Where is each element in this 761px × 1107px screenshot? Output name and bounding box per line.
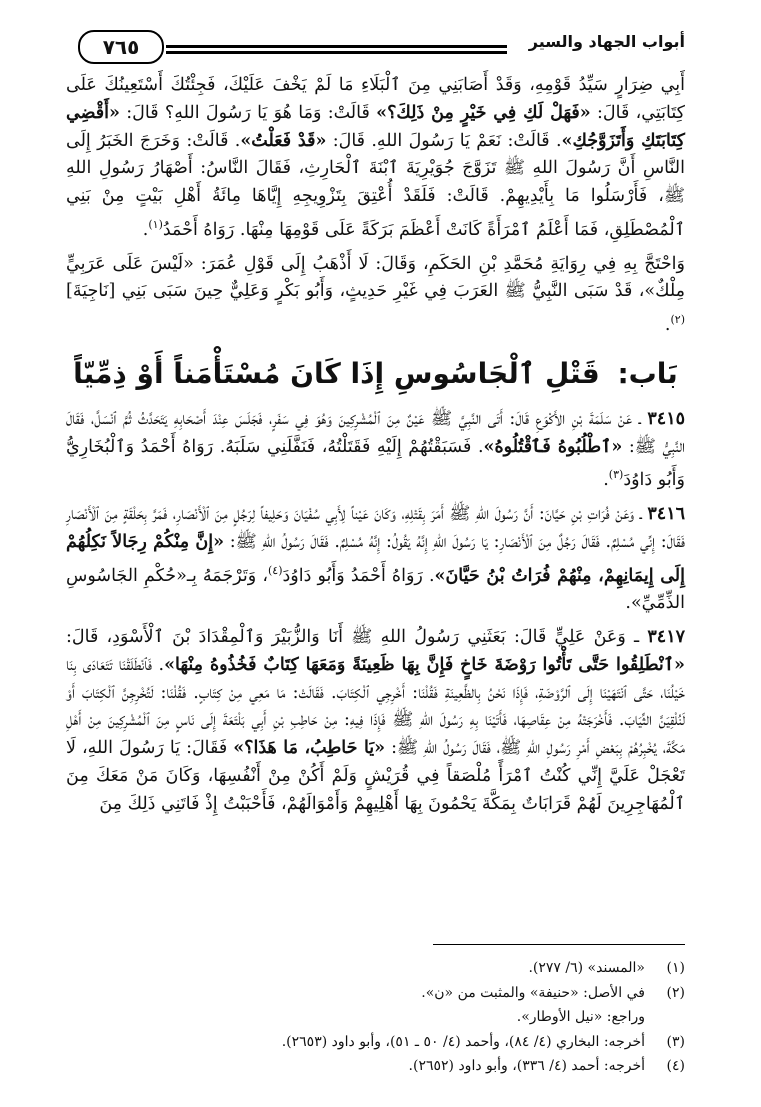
header-rule-top bbox=[166, 45, 507, 48]
footnotes bbox=[66, 956, 685, 1079]
chapter-label: بَاب: bbox=[617, 356, 678, 390]
hadith-3416 bbox=[66, 501, 685, 618]
chapter-title: قَتْلِ ٱلْجَاسُوسِ إِذَا كَانَ مُسْتَأْمَناً أَوْ ذِمِّيّاً bbox=[73, 356, 600, 390]
chapter-heading bbox=[66, 354, 685, 394]
text-run: . قَالَتْ: نَعَمْ يَا رَسُولَ اللهِ. قَالَ: bbox=[326, 130, 562, 151]
text-run: . رَوَاهُ أَحْمَدُ وَأَبُو دَاوُدَ bbox=[282, 565, 435, 586]
text-run: . قَالَتْ: وَخَرَجَ الخَبَرُ إِلَى النَّاسِ أَنَّ رَسُولَ اللهِ ﷺ تَزَوَّجَ جُوَيْرِيَةَ ٱبْنَةَ ٱلْحَارِثِ، فَقَالَ النَّاسُ: أَصْهَارُ رَسُولِ اللهِ ﷺ، فَأَرْسَلُوا مَا بِأَيْدِيهِمْ. قَالَتْ: فَلَقَدْ أُعْتِقَ بِتَزْوِيجِهِ إِيَّاهَا مِائَةُ أَهْلِ بَيْتٍ مِنْ بَنِي ٱلْمُصْطَلِقِ، فَمَا أَعْلَمُ ٱمْرَأَةً كَانَتْ أَعْظَمَ بَرَكَةً عَلَى قَوْمِهَا مِنْهَا. رَوَاهُ أَحْمَدُ bbox=[66, 130, 685, 240]
paragraph-juwayriya bbox=[66, 72, 685, 245]
text-run: . فَٱنْطَلَقْنَا تَتَعَادَى بِنَا خَيْلُنَا، حَتَّى ٱنْتَهَيْنَا إِلَى ٱلرَّوْضَةِ، فَإِذَا نَحْنُ بِالظَّعِينَةِ فَقُلْنَا: أَخْرِجِي ٱلْكِتَابَ. فَقَالَتْ: مَا مَعِي مِنْ كِتَابٍ. فَقُلْنَا: لَتُخْرِجِنَّ ٱلْكِتَابَ أَوْ لَنُلْقِيَنَّ الثِّيَابَ. فَأَخْرَجَتْهُ مِنْ عِقَاصِهَا، فَأَتَيْنَا بِهِ رَسُولَ اللهِ ﷺ فَإِذَا فِيهِ: مِنْ حَاطِبِ بْنِ أَبِي بَلْتَعَةَ إِلَى نَاسٍ مِنَ ٱلْمُشْرِكِينَ مِنْ أَهْلِ مَكَّةَ، يُخْبِرُهُمْ بِبَعْضِ أَمْرِ رَسُولِ اللهِ ﷺ، فَقَالَ رَسُولُ اللهِ ﷺ: bbox=[66, 654, 685, 759]
footnote bbox=[66, 956, 685, 981]
header-rule-bottom bbox=[166, 51, 507, 54]
hadith-number: ٣٤١٥ bbox=[647, 408, 685, 429]
page-number: ٧٦٥ bbox=[78, 30, 164, 64]
text-run: ، وَتَرْجَمَهُ بِـ«حُكْمِ الجَاسُوسِ الذِّمِّيِّ». bbox=[66, 565, 685, 614]
hadith-3415 bbox=[66, 406, 685, 495]
hadith-number: ٣٤١٧ bbox=[647, 627, 685, 648]
text-run: . فَسَبَقْتُهُمْ إِلَيْهِ فَقَتَلْتُهُ، فَنَفَّلَنِي سَلَبَهُ. رَوَاهُ أَحْمَدُ وَٱلْبُخَارِيُّ وَأَبُو دَاوُدَ bbox=[66, 436, 685, 491]
hadith-number: ٣٤١٦ bbox=[647, 504, 685, 525]
text-run: ـ وَعَنْ عَلِيٍّ قَالَ: بَعَثَنِي رَسُولُ اللهِ ﷺ أَنَا وَالزُّبَيْرَ وَٱلْمِقْدَادَ بْنَ ٱلْأَسْوَدِ، قَالَ: bbox=[66, 627, 648, 648]
running-title: أبواب الجهاد والسير bbox=[528, 32, 685, 51]
footnote-text: «المسند» (٦/ ٢٧٧). bbox=[528, 960, 645, 976]
footnote bbox=[66, 1030, 685, 1055]
prophet-quote: «ٱنْطَلِقُوا حَتَّى تَأْتُوا رَوْضَةَ خَاخٍ فَإِنَّ بِهَا ظَعِينَةً وَمَعَهَا كِتَابٌ فَخُذُوهُ مِنْهَا» bbox=[164, 654, 685, 675]
footnote-ref: (٤) bbox=[267, 563, 283, 577]
text-run: . bbox=[142, 219, 149, 240]
text-run: . bbox=[603, 470, 609, 491]
footnote-separator bbox=[433, 944, 685, 945]
footnote bbox=[66, 1054, 685, 1079]
footnote-ref: (٣) bbox=[608, 468, 624, 482]
text-run: ـ وَعَنْ فُرَاتِ بْنِ حَيَّانَ: أَنَّ رَسُولَ اللهِ ﷺ أَمَرَ بِقَتْلِهِ، وَكَانَ عَيْناً لِأَبِي سُفْيَانَ وَحَلِيفاً لِرَجُلٍ مِنَ ٱلْأَنْصَارِ، فَمَرَّ بِحَلْقَةٍ مِنَ ٱلْأَنْصَارِ فَقَالَ: إِنِّي مُسْلِمٌ. فَقَالَ رَجُلٌ مِنَ ٱلْأَنْصَارِ: يَا رَسُولَ اللهِ إِنَّهُ يَقُولُ: إِنَّهُ مُسْلِمٌ. فَقَالَ رَسُولُ اللهِ ﷺ: bbox=[66, 504, 685, 552]
footnote-text: أخرجه: أحمد (٤/ ٣٣٦)، وأبو داود (٢٦٥٢). bbox=[408, 1058, 645, 1074]
text-run: . bbox=[664, 315, 671, 336]
text-run: قَالَتْ: وَمَا هُوَ يَا رَسُولَ اللهِ؟ قَالَ: bbox=[119, 102, 377, 123]
paragraph-ihtajja bbox=[66, 251, 685, 340]
prophet-quote: «فَهَلْ لَكِ فِي خَيْرٍ مِنْ ذَلِكَ؟» bbox=[376, 102, 591, 123]
prophet-quote: «ٱطْلُبُوهُ فَٱقْتُلُوهُ» bbox=[483, 436, 623, 457]
footnote-text: أخرجه: البخاري (٤/ ٨٤)، وأحمد (٤/ ٥٠ ـ ٥١)، وأبو داود (٢٦٥٣). bbox=[281, 1033, 645, 1050]
text-run: وَاحْتَجَّ بِهِ فِي رِوَايَةِ مُحَمَّدِ بْنِ الحَكَمِ، وَقَالَ: لَا أَذْهَبُ إِلَى قَوْلِ عُمَرَ: «لَيْسَ عَلَى عَرَبِيٍّ مِلْكٌ»، قَدْ سَبَى النَّبِيُّ ﷺ العَرَبَ فِي غَيْرِ حَدِيثٍ، وَأَبُو بَكْرٍ وَعَلِيٌّ حِينَ سَبَى بَنِي [نَاجِيَةَ] bbox=[66, 253, 685, 302]
prophet-quote: «أَقْضِي كِتَابَتَكِ وَأَتَزَوَّجُكِ» bbox=[66, 102, 685, 151]
footnote bbox=[66, 981, 685, 1006]
footnote-number: (١) bbox=[666, 960, 685, 976]
prophet-quote: «قَدْ فَعَلْتُ» bbox=[240, 130, 327, 151]
page-body bbox=[66, 72, 685, 819]
footnote-number: (٤) bbox=[666, 1058, 685, 1074]
text-run: ـ عَنْ سَلَمَةَ بْنِ الأَكْوَعِ قَالَ: أَتَى النَّبِيَّ ﷺ عَيْنٌ مِنَ ٱلْمُشْرِكِينَ وَهُوَ فِي سَفَرٍ، فَجَلَسَ عِنْدَ أَصْحَابِهِ يَتَحَدَّثُ ثُمَّ ٱنْسَلَّ، فَقَالَ النَّبِيُّ ﷺ: bbox=[66, 408, 686, 457]
text-run: أَبِي ضِرَارٍ سَيِّدُ قَوْمِهِ، وَقَدْ أَصَابَنِي مِنَ ٱلْبَلَاءِ مَا لَمْ يَخْفَ عَلَيْكَ، فَجِئْتُكَ أَسْتَعِينُكَ عَلَى كِتَابَتِي، قَالَ: bbox=[66, 75, 685, 123]
footnote-ref: (١) bbox=[148, 217, 163, 231]
footnote-continuation bbox=[66, 1005, 685, 1030]
prophet-quote: «يَا حَاطِبُ، مَا هَذَا؟» bbox=[233, 738, 386, 759]
prophet-quote: «إِنَّ مِنْكُمْ رِجَالاً نَكِلُهُمْ إِلَى إِيمَانِهِمْ، مِنْهُمْ فُرَاتُ بْنُ حَيَّانَ» bbox=[66, 531, 686, 586]
footnote-number: (٣) bbox=[666, 1033, 685, 1050]
footnote-text: في الأصل: «حنيفة» والمثبت من «ن». bbox=[421, 984, 645, 1001]
footnote-text: وراجع: «نيل الأوطار». bbox=[516, 1009, 645, 1025]
text-run: فَقَالَ: يَا رَسُولَ اللهِ، لَا تَعْجَلْ عَلَيَّ إِنِّي كُنْتُ ٱمْرَأً مُلْصَقاً فِي قُرَيْشٍ وَلَمْ أَكُنْ مِنْ أَنْفُسِهَا، وَكَانَ مَنْ مَعَكَ مِنَ ٱلْمُهَاجِرِينَ لَهُمْ قَرَابَاتٌ بِمَكَّةَ يَحْمُونَ بِهَا أَهْلِيهِمْ وَأَمْوَالَهُمْ، فَأَحْبَبْتُ إِذْ فَاتَنِي ذَلِكَ مِنَ bbox=[66, 738, 685, 814]
footnote-ref: (٢) bbox=[670, 313, 685, 327]
footnote-number: (٢) bbox=[666, 984, 685, 1001]
hadith-3417 bbox=[66, 624, 685, 819]
page-header bbox=[70, 30, 685, 64]
